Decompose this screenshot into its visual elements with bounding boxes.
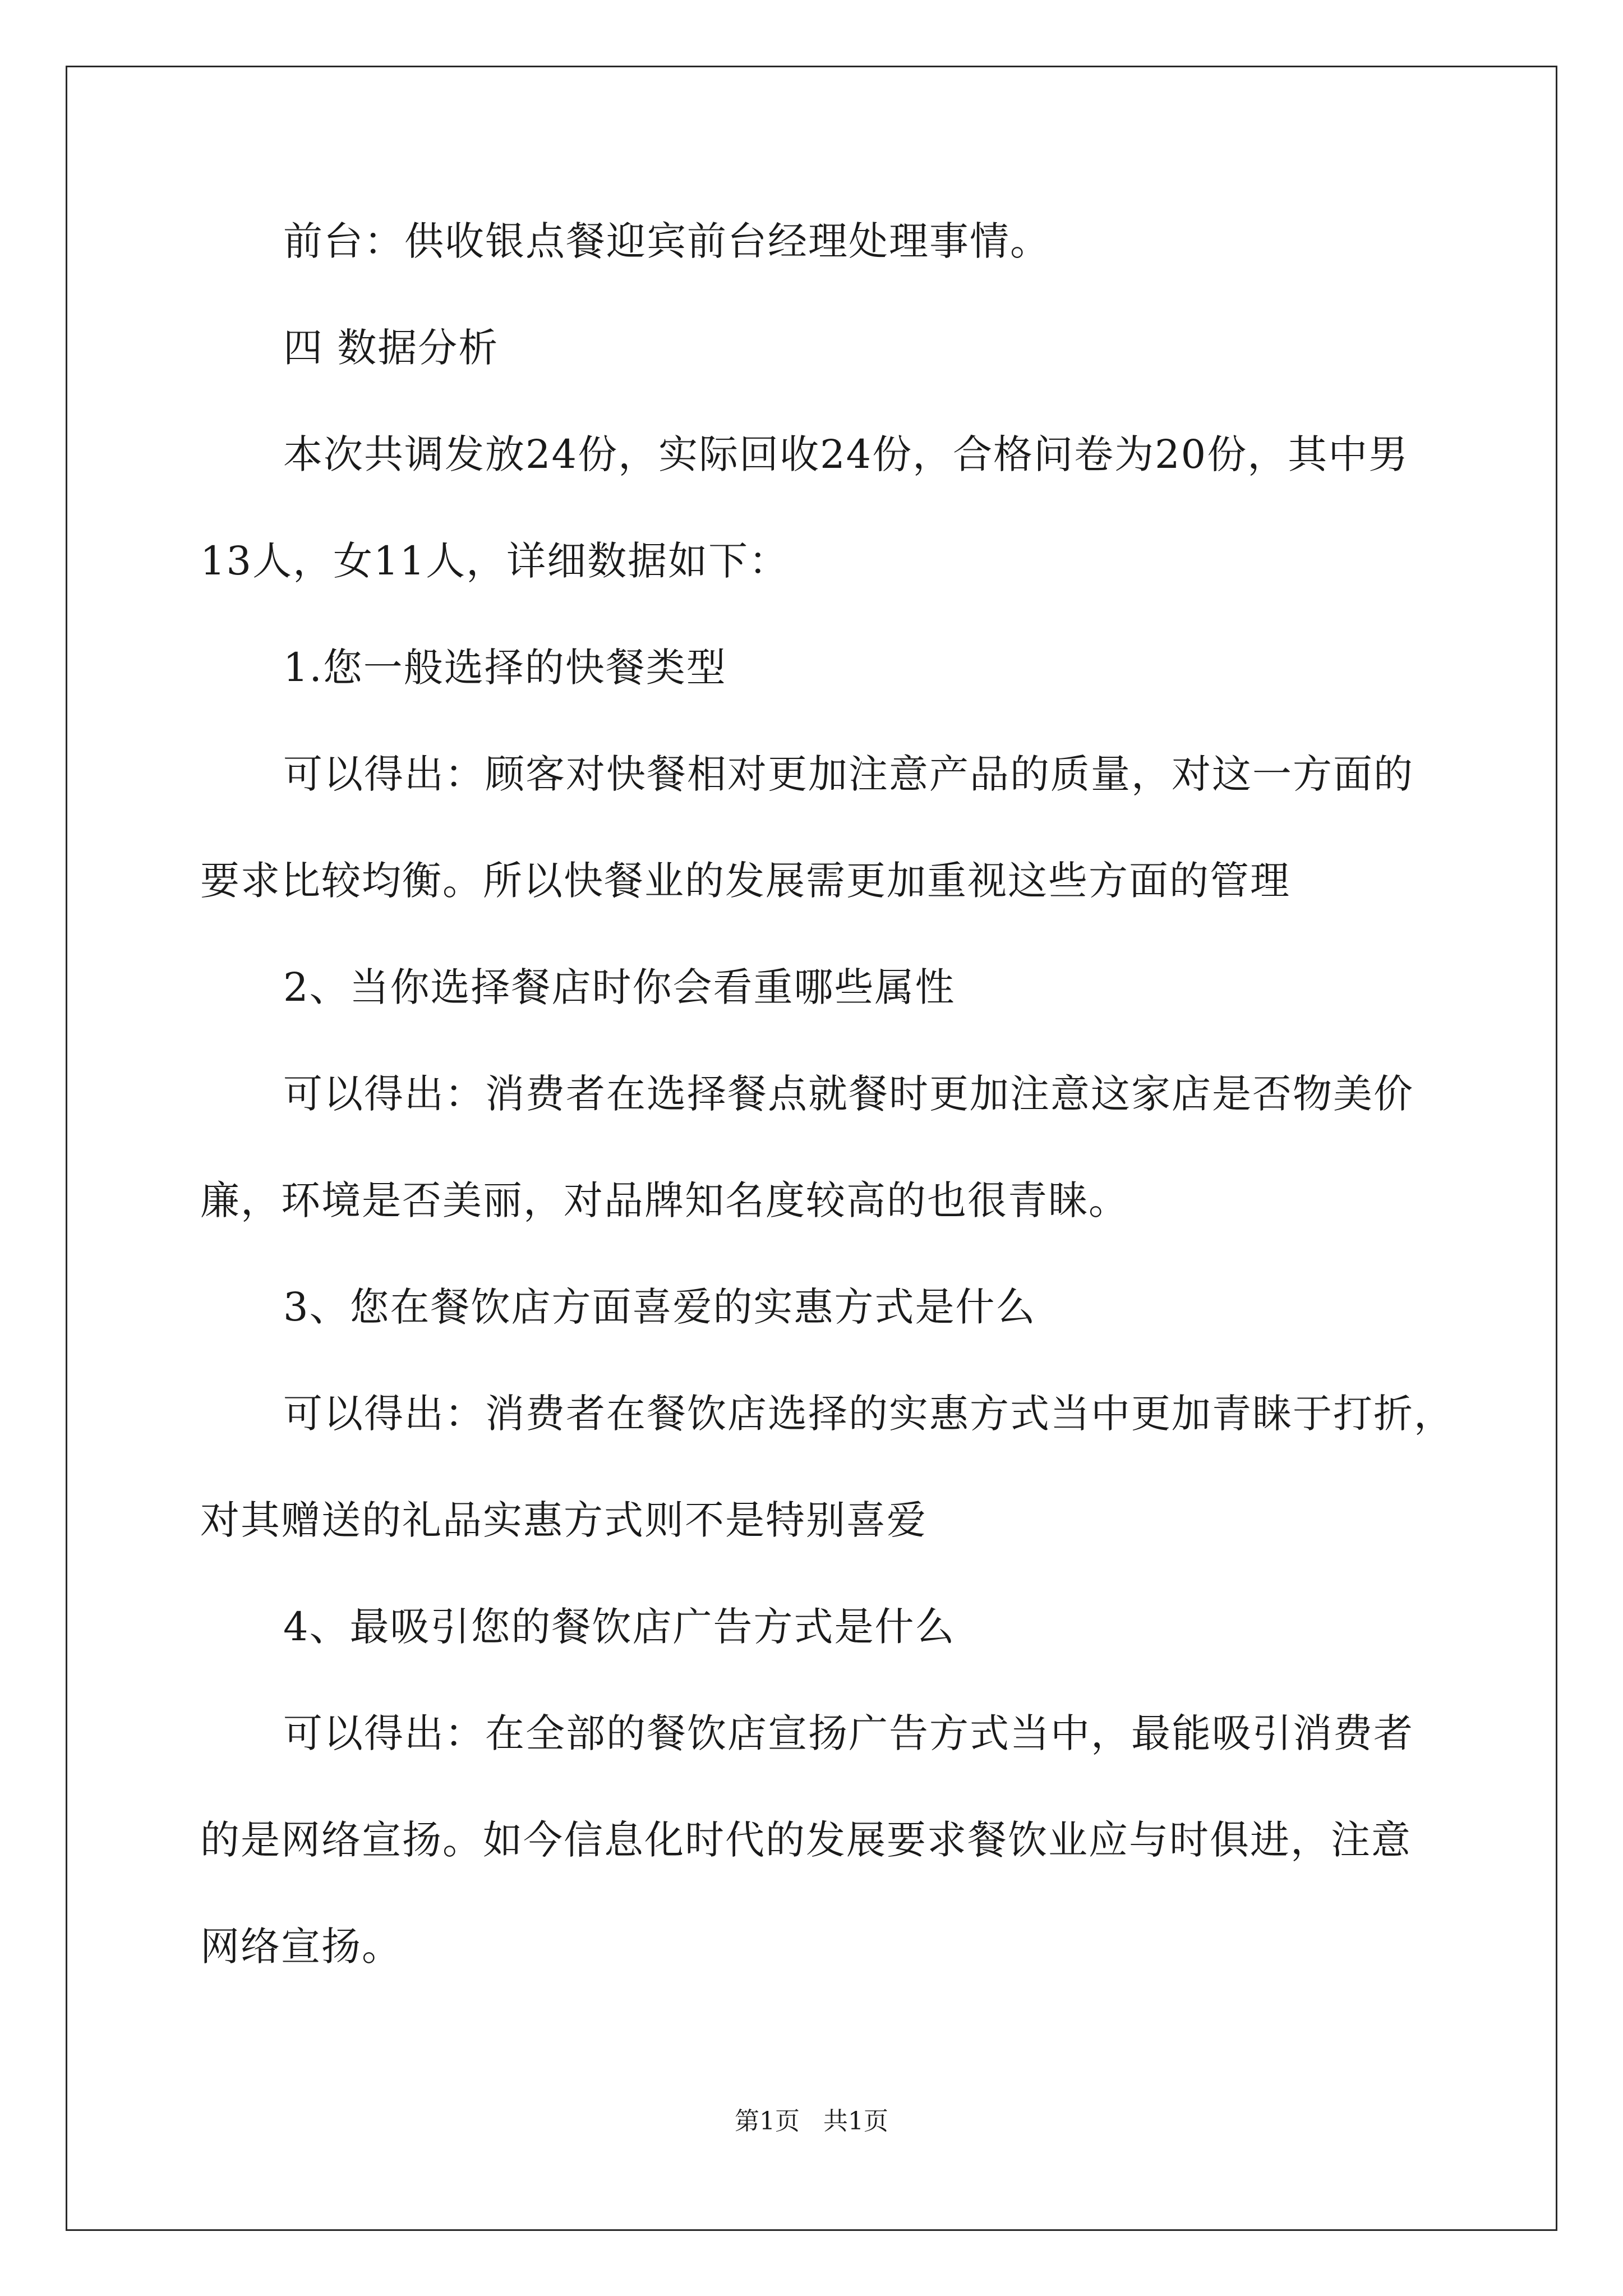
question-1-conclusion-cont: 要求比较均衡。所以快餐业的发展需更加重视这些方面的管理 xyxy=(200,858,1290,904)
section-heading-data-analysis: 四 数据分析 xyxy=(283,325,499,371)
paragraph-survey-summary-cont: 13人，女11人，详细数据如下： xyxy=(200,538,790,584)
question-3-conclusion-cont: 对其赠送的礼品实惠方式则不是特别喜爱 xyxy=(200,1497,927,1543)
question-1-heading: 1.您一般选择的快餐类型 xyxy=(283,645,727,691)
question-1-conclusion: 可以得出：顾客对快餐相对更加注意产品的质量，对这一方面的 xyxy=(283,751,1414,797)
question-3-conclusion: 可以得出：消费者在餐饮店选择的实惠方式当中更加青睐于打折， xyxy=(283,1391,1454,1437)
question-4-conclusion-end: 网络宣扬。 xyxy=(200,1924,402,1970)
question-4-heading: 4、最吸引您的餐饮店广告方式是什么 xyxy=(283,1604,956,1650)
question-3-heading: 3、您在餐饮店方面喜爱的实惠方式是什么 xyxy=(283,1284,1036,1330)
question-4-conclusion: 可以得出：在全部的餐饮店宣扬广告方式当中，最能吸引消费者 xyxy=(283,1710,1414,1756)
paragraph-front-desk: 前台：供收银点餐迎宾前台经理处理事情。 xyxy=(283,218,1050,264)
question-2-heading: 2、当你选择餐店时你会看重哪些属性 xyxy=(283,964,956,1010)
question-2-conclusion-cont: 廉，环境是否美丽，对品牌知名度较高的也很青睐。 xyxy=(200,1177,1129,1223)
question-2-conclusion: 可以得出：消费者在选择餐点就餐时更加注意这家店是否物美价 xyxy=(283,1071,1414,1117)
question-4-conclusion-cont: 的是网络宣扬。如今信息化时代的发展要求餐饮业应与时俱进，注意 xyxy=(200,1817,1412,1863)
paragraph-survey-summary: 本次共调发放24份，实际回收24份，合格问卷为20份，其中男 xyxy=(283,431,1409,477)
page-border xyxy=(66,66,1557,2231)
page-number-footer: 第1页 共1页 xyxy=(735,2107,888,2136)
